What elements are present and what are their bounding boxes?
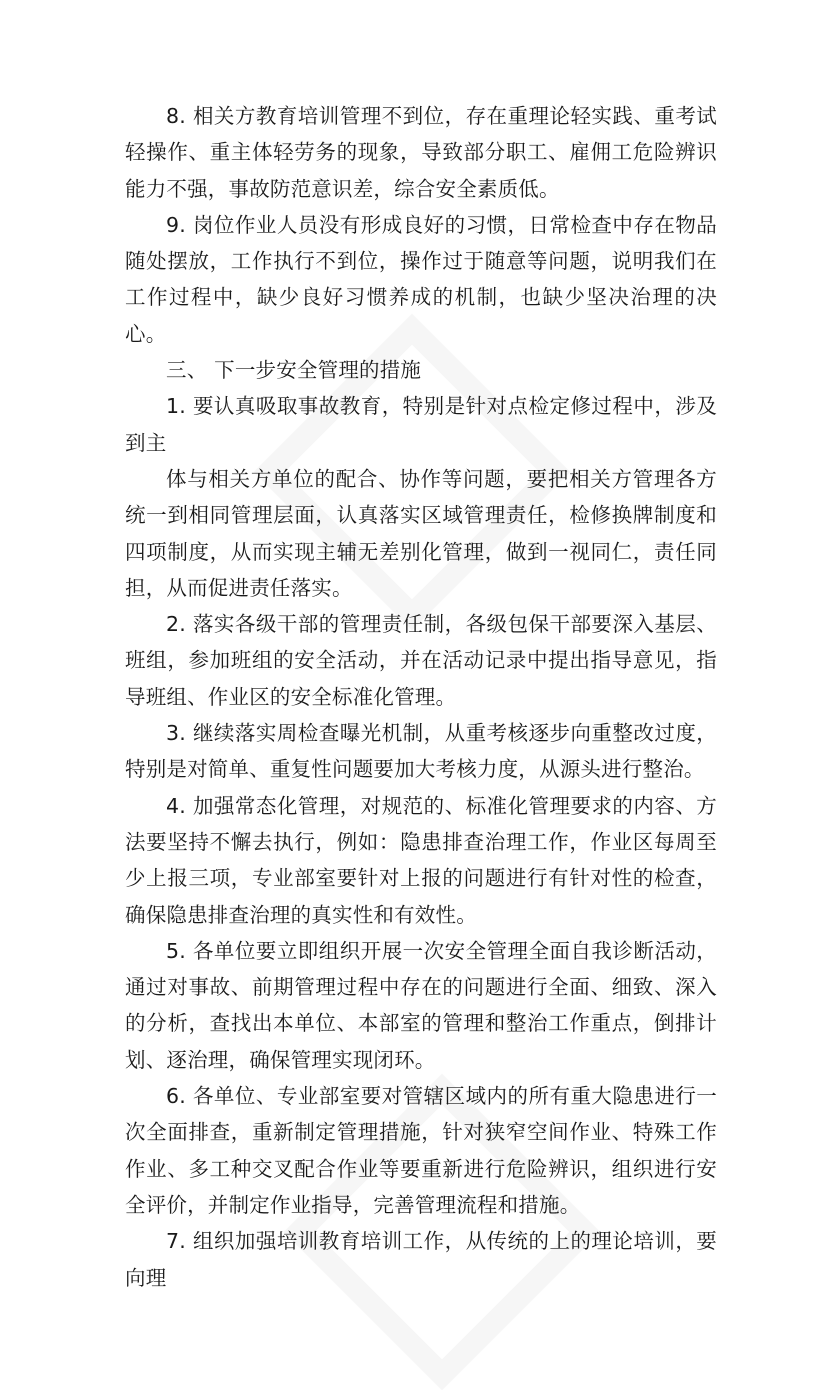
measure-3: 3. 继续落实周检查曝光机制，从重考核逐步向重整改过度，特别是对简单、重复性问题要加大考核力度，从源头进行整治。	[125, 721, 717, 782]
measure-1-body: 体与相关方单位的配合、协作等问题，要把相关方管理各方统一到相同管理层面，认真落实区域管理责任，检修换牌制度和四项制度，从而实现主辅无差别化管理，做到一视同仁，责任同担，从而促进责任落实。	[125, 466, 717, 600]
measure-5: 5. 各单位要立即组织开展一次安全管理全面自我诊断活动，通过对事故、前期管理过程中存在的问题进行全面、细致、深入的分析，查找出本单位、本部室的管理和整治工作重点，倒排计划、逐治理，确保管理实现闭环。	[125, 938, 717, 1072]
measure-4: 4. 加强常态化管理，对规范的、标准化管理要求的内容、方法要坚持不懈去执行，例如：隐患排查治理工作，作业区每周至少上报三项，专业部室要针对上报的问题进行有针对性的检查，确保隐患排查治理的真实性和有效性。	[125, 793, 717, 927]
paragraph-item-8: 8. 相关方教育培训管理不到位，存在重理论轻实践、重考试轻操作、重主体轻劳务的现象，导致部分职工、雇佣工危险辨识能力不强，事故防范意识差，综合安全素质低。	[125, 104, 717, 201]
measure-7: 7. 组织加强培训教育培训工作，从传统的上的理论培训，要向理	[125, 1229, 717, 1290]
paragraph-item-9: 9. 岗位作业人员没有形成良好的习惯，日常检查中存在物品随处摆放，工作执行不到位，操作过于随意等问题，说明我们在工作过程中，缺少良好习惯养成的机制，也缺少坚决治理的决心。	[125, 212, 717, 346]
measure-1-first-line: 1. 要认真吸取事故教育，特别是针对点检定修过程中，涉及到主	[125, 394, 717, 455]
section-heading: 三、 下一步安全管理的措施	[166, 358, 422, 383]
measure-6: 6. 各单位、专业部室要对管辖区域内的所有重大隐患进行一次全面排查，重新制定管理措施，针对狭窄空间作业、特殊工作作业、多工种交叉配合作业等要重新进行危险辨识，组织进行安全评价，并制定作业指导，完善管理流程和措施。	[125, 1084, 717, 1217]
document-body	[125, 98, 717, 1296]
measure-2: 2. 落实各级干部的管理责任制，各级包保干部要深入基层、班组，参加班组的安全活动，并在活动记录中提出指导意见，指导班组、作业区的安全标准化管理。	[125, 612, 717, 709]
